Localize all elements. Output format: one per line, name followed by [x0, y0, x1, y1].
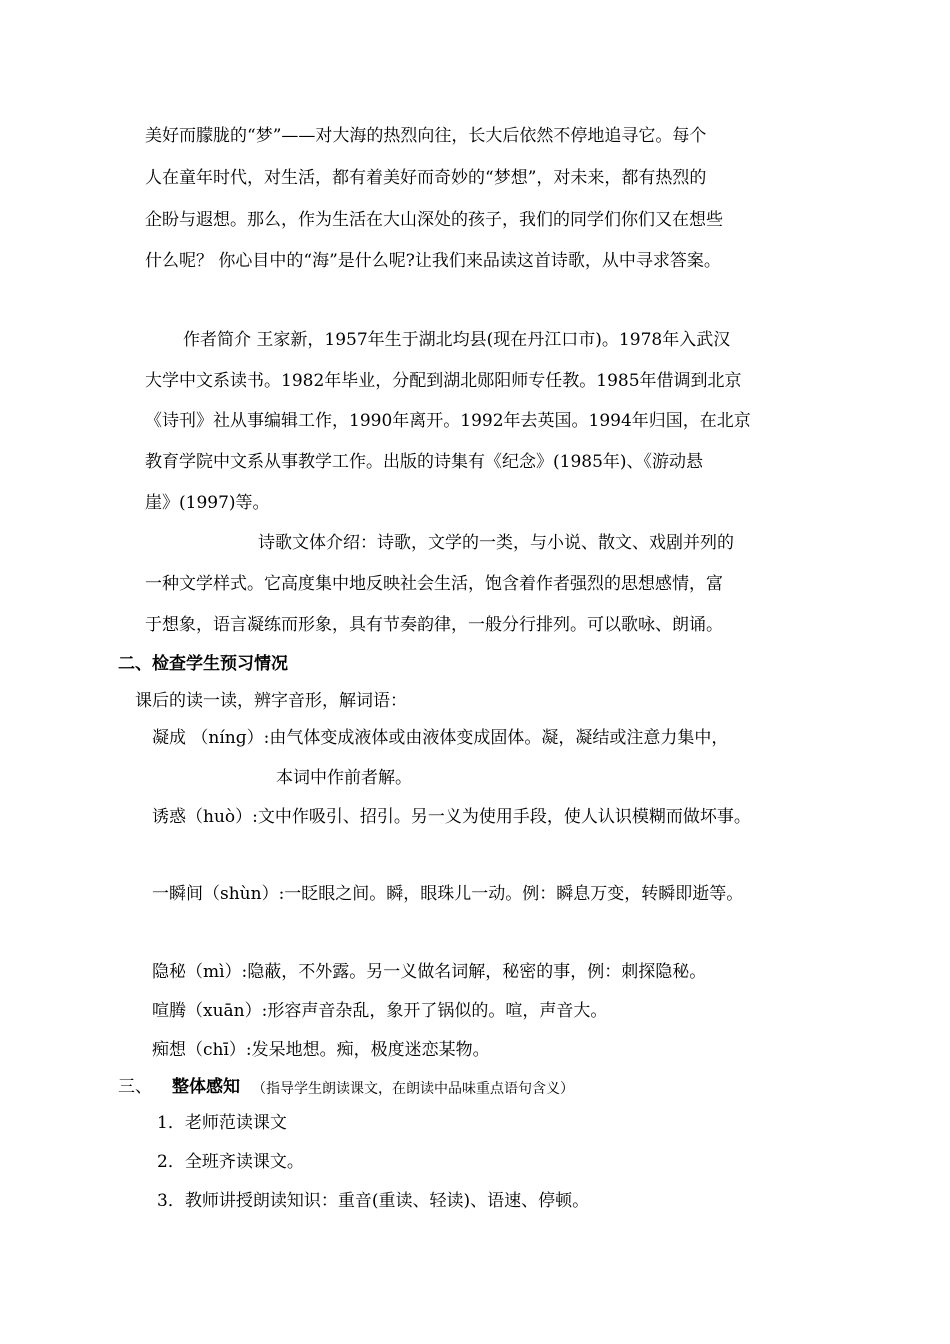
section-2-subtitle: 课后的读一读，辨字音形，解词语：: [135, 691, 407, 711]
intro-line-2: 人在童年时代，对生活，都有着美好而奇妙的“梦想”，对未来，都有热烈的: [145, 168, 707, 188]
vocab-item-youhuo: 诱惑（huò）:文中作吸引、招引。另一义为使用手段，使人认识模糊而做坏事。: [152, 807, 751, 827]
vocab-item-yinmi: 隐秘（mì）:隐蔽，不外露。另一义做名词解，秘密的事，例：刺探隐秘。: [152, 962, 707, 982]
vocab-item-ningcheng-cont: 本词中作前者解。: [276, 768, 412, 788]
genre-line-1: 诗歌文体介绍：诗歌，文学的一类，与小说、散文、戏剧并列的: [258, 533, 734, 553]
intro-line-4: 什么呢？ 你心目中的“海”是什么呢?让我们来品读这首诗歌，从中寻求答案。: [145, 251, 721, 271]
vocab-item-yishunjian: 一瞬间（shùn）:一眨眼之间。瞬，眼珠儿一动。例：瞬息万变，转瞬即逝等。: [152, 884, 744, 904]
genre-line-2: 一种文学样式。它高度集中地反映社会生活，饱含着作者强烈的思想感情，富: [145, 574, 723, 594]
section-3-heading: 整体感知: [172, 1077, 240, 1097]
author-line-5: 崖》(1997)等。: [145, 493, 270, 513]
genre-line-3: 于想象，语言凝练而形象，具有节奏韵律，一般分行排列。可以歌咏、朗诵。: [145, 615, 723, 635]
intro-line-1: 美好而朦胧的“梦”——对大海的热烈向往，长大后依然不停地追寻它。每个: [145, 126, 707, 146]
intro-line-3: 企盼与遐想。那么，作为生活在大山深处的孩子，我们的同学们你们又在想些: [145, 210, 723, 230]
step-item-1: 1．老师范读课文: [157, 1113, 287, 1133]
author-line-3: 《诗刊》社从事编辑工作，1990年离开。1992年去英国。1994年归国，在北京: [145, 411, 751, 431]
section-3-number: 三、: [118, 1077, 152, 1097]
vocab-item-chixiang: 痴想（chī）:发呆地想。痴，极度迷恋某物。: [152, 1040, 490, 1060]
vocab-item-ningcheng: 凝成 （nínɡ）:由气体变成液体或由液体变成固体。凝，凝结或注意力集中，: [152, 728, 729, 748]
author-line-2: 大学中文系读书。1982年毕业，分配到湖北郧阳师专任教。1985年借调到北京: [145, 371, 742, 391]
author-line-4: 教育学院中文系从事教学工作。出版的诗集有《纪念》(1985年)、《游动悬: [145, 452, 704, 472]
vocab-item-xuanteng: 喧腾（xuān）:形容声音杂乱，象开了锅似的。喧，声音大。: [152, 1001, 608, 1021]
section-2-heading: 二、检查学生预习情况: [118, 654, 288, 674]
step-item-3: 3．教师讲授朗读知识：重音(重读、轻读)、语速、停顿。: [157, 1191, 590, 1211]
section-3-note: （指导学生朗读课文，在朗读中品味重点语句含义）: [252, 1081, 574, 1097]
author-line-1: 作者简介 王家新，1957年生于湖北均县(现在丹江口市)。1978年入武汉: [183, 330, 731, 350]
step-item-2: 2．全班齐读课文。: [157, 1152, 304, 1172]
